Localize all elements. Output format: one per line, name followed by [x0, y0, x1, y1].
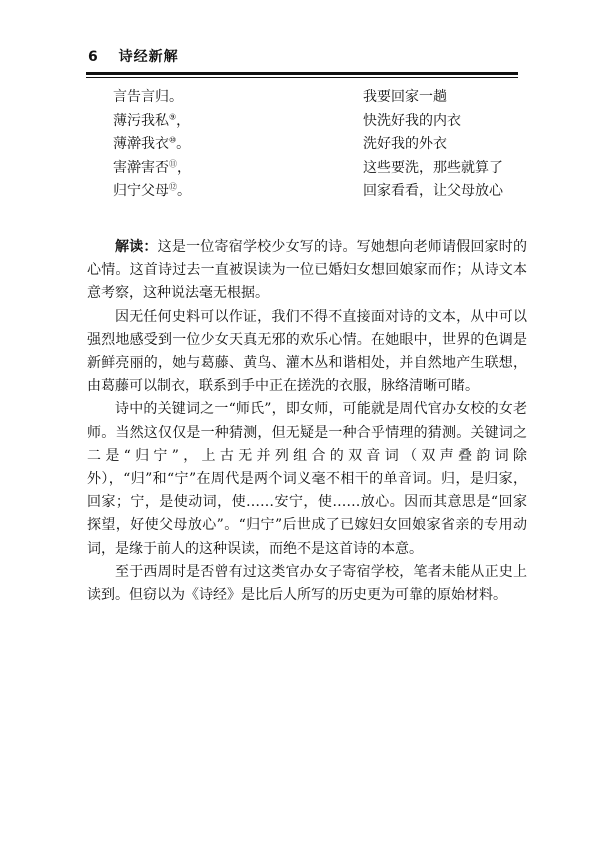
paragraph: 诗中的关键词之一“师氏”，即女师，可能就是周代官办女校的女老师。当然这仅仅是一种猜测，但无疑是一种合乎情理的猜测。关键词之二是“归宁”，上古无并列组合的双音词（双声叠韵词除外），“归”和“宁”在周代是两个词义毫不相干的单音词。归，是归家，回家；宁，是使动词，使……安宁，使……放心。因而其意思是“回家探望，好使父母放心”。“归宁”后世成了已嫁妇女回娘家省亲的专用动词，是缘于前人的这种误读，而绝不是这首诗的本意。	[87, 401, 527, 557]
poem-translation: 我要回家一趟	[363, 89, 447, 105]
poem-line	[113, 133, 533, 157]
poem-line	[113, 180, 533, 204]
commentary	[87, 236, 527, 607]
book-title: 诗经新解	[118, 49, 179, 65]
footnote-marker: ⑨	[169, 111, 177, 121]
header-rule-thin	[86, 77, 518, 78]
poem-original: 归宁父母⑫。	[113, 182, 191, 199]
poem-translation: 快洗好我的内衣	[363, 112, 461, 129]
poem-original: 薄污我私⑨，	[113, 111, 191, 129]
poem-line	[113, 157, 533, 181]
poem-original: 害澣害否⑪，	[113, 158, 191, 176]
poem-translation: 回家看看，让父母放心	[363, 183, 503, 199]
page-header	[88, 46, 179, 66]
footnote-marker: ⑫	[169, 182, 177, 192]
poem-line	[113, 110, 533, 134]
poem-original: 薄澣我衣⑩。	[113, 135, 191, 152]
footnote-marker: ⑪	[169, 158, 177, 168]
paragraph: 至于西周时是否曾有过这类官办女子寄宿学校，笔者未能从正史上读到。但窃以为《诗经》是比后人所写的历史更为可靠的原始材料。	[87, 563, 527, 604]
poem-block	[113, 86, 533, 204]
footnote-marker: ⑩	[169, 135, 177, 145]
page-number: 6	[88, 49, 99, 65]
poem-line	[113, 86, 533, 110]
commentary-label: 解读：	[115, 239, 158, 255]
poem-translation: 洗好我的外衣	[363, 136, 447, 152]
poem-translation: 这些要洗，那些就算了	[363, 159, 503, 176]
paragraph: 因无任何史料可以作证，我们不得不直接面对诗的文本，从中可以强烈地感受到一位少女天真无邪的欢乐心情。在她眼中，世界的色调是新鲜亮丽的，她与葛藤、黄鸟、灌木丛和谐相处，并自然地产生联想，由葛藤可以制衣，联系到手中正在搓洗的衣服，脉络清晰可睹。	[87, 308, 527, 395]
poem-original: 言告言归。	[113, 89, 183, 105]
header-rule-thick	[86, 72, 518, 75]
paragraph: 解读：这是一位寄宿学校少女写的诗。写她想向老师请假回家时的心情。这首诗过去一直被误读为一位已婚妇女想回娘家而作；从诗文本意考察，这种说法毫无根据。	[87, 239, 528, 302]
